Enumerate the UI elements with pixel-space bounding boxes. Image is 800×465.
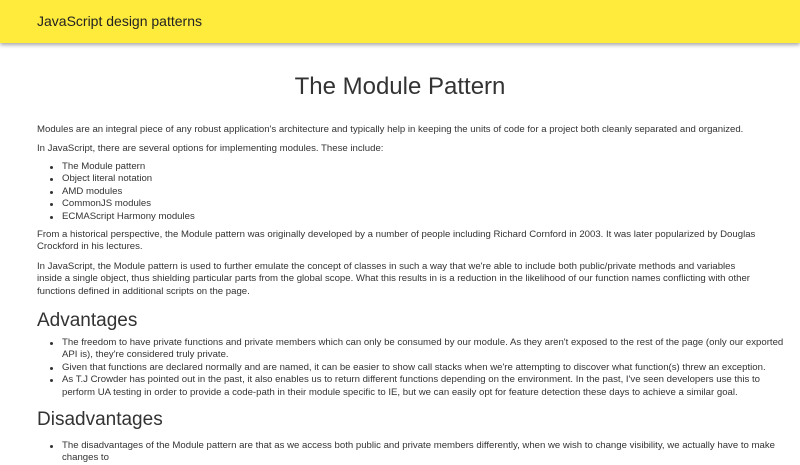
advantages-heading: Advantages: [37, 310, 138, 331]
module-options-list: [37, 161, 788, 223]
list-item: The freedom to have private functions and private members which can only be consumed by our module. As they aren't exposed to the rest of the page (only our exported API is), they're considered truly private.: [62, 337, 788, 362]
list-item: As T.J Crowder has pointed out in the past, it also enables us to return different functions depending on the environment. In the past, I've seen developers use this to perform UA testing in order to provide a code-path in their module specific to IE, but we can easily opt for feature detection these days to achieve a similar goal.: [62, 374, 788, 399]
page-title: The Module Pattern: [294, 73, 506, 100]
list-item: The disadvantages of the Module pattern are that as we access both public and private members differently, when we wish to change visibility, we actually have to make changes to: [62, 440, 788, 465]
list-item: Given that functions are declared normally and are named, it can be easier to show call stacks when we're attempting to discover what function(s) threw an exception.: [62, 362, 788, 374]
intro-paragraph-2: In JavaScript, there are several options for implementing modules. These include:: [37, 143, 384, 154]
intro-paragraph-1: Modules are an integral piece of any robust application's architecture and typically help in keeping the units of code for a project both cleanly separated and organized.: [37, 124, 744, 135]
app-bar: [0, 0, 800, 43]
list-item: Object literal notation: [62, 173, 788, 185]
list-item: ECMAScript Harmony modules: [62, 211, 788, 223]
history-paragraph-2: In JavaScript, the Module pattern is used to further emulate the concept of classes in such a way that we're able to include both public/private methods and variables inside a single object, thus shielding particular parts from the global scope. What this results in is a reduction in the likelihood of our function names conflicting with other functions defined in additional scripts on the page.: [37, 261, 750, 297]
advantages-list: [37, 337, 788, 399]
app-title[interactable]: JavaScript design patterns: [37, 13, 202, 29]
list-item: The Module pattern: [62, 161, 788, 173]
list-item: AMD modules: [62, 186, 788, 198]
disadvantages-list: [37, 440, 788, 465]
list-item: CommonJS modules: [62, 198, 788, 210]
history-paragraph-1: From a historical perspective, the Module pattern was originally developed by a number of people including Richard Cornford in 2003. It was later popularized by Douglas Crockford in his lectures.: [37, 229, 756, 253]
disadvantages-heading: Disadvantages: [37, 409, 163, 430]
